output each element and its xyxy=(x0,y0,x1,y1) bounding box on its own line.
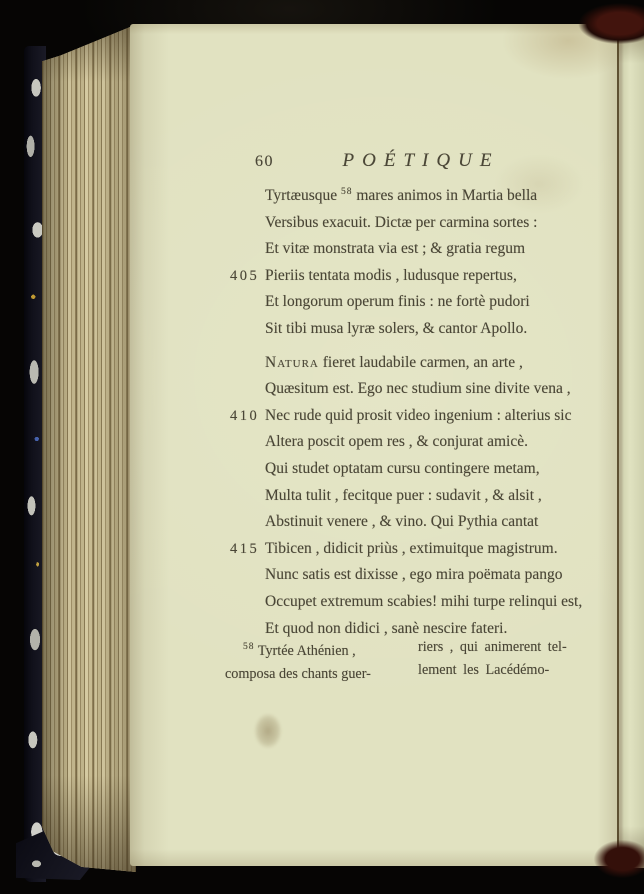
verse-line xyxy=(130,316,617,343)
verse-line-number: 415 xyxy=(230,540,260,557)
verse-line-number: 410 xyxy=(230,407,260,424)
running-title: POÉTIQUE xyxy=(342,150,500,171)
verse-text: Tibicen , didicit priùs , extimuitque magistrum. xyxy=(265,539,558,557)
verse-line xyxy=(130,350,617,377)
running-head xyxy=(130,150,617,176)
page-stain xyxy=(250,708,286,754)
binding-leather-top xyxy=(568,2,644,50)
verse-text: Natura fieret laudabile carmen, an arte , xyxy=(265,353,523,371)
verse-text: Nec rude quid prosit video ingenium : alterius sic xyxy=(265,406,572,424)
footnote-block xyxy=(225,636,597,685)
verse-line xyxy=(130,376,617,403)
binding-leather-bottom xyxy=(590,836,644,882)
verse-text: Et quod non didici , sanè nescire fateri. xyxy=(265,619,508,637)
verse-line xyxy=(130,429,617,456)
footnote-reference: 58 xyxy=(340,187,353,197)
verse-line xyxy=(130,509,617,536)
page-fore-edges xyxy=(42,22,136,878)
verse-text: Abstinuit venere , & vino. Qui Pythia cantat xyxy=(265,513,539,531)
verse-line xyxy=(130,562,617,589)
verse-text: Altera poscit opem res , & conjurat amicè. xyxy=(265,433,528,451)
verse-line xyxy=(130,483,617,510)
verse-line xyxy=(130,536,617,563)
verse-text: Nunc satis est dixisse , ego mira poëmata pango xyxy=(265,566,563,584)
verse-line xyxy=(130,179,617,210)
footnote-line: $^{58}$ Tyrtée Athénien , xyxy=(243,642,356,659)
verse-text: Pieriis tentata modis , ludusque repertus, xyxy=(265,266,517,284)
verse-text: Versibus exacuit. Dictæ per carmina sortes : xyxy=(265,213,538,231)
verse-block xyxy=(130,179,617,642)
footnote-line: composa des chants guer- xyxy=(225,665,371,682)
verse-line xyxy=(130,589,617,616)
verse-line xyxy=(130,456,617,483)
verse-text: Et vitæ monstrata via est ; & gratia regum xyxy=(265,240,525,258)
verse-line-number: 405 xyxy=(230,267,260,284)
verse-line xyxy=(130,289,617,316)
verse-text: Occupet extremum scabies! mihi turpe relinqui est, xyxy=(265,592,583,610)
verse-text: Et longorum operum finis : ne fortè pudori xyxy=(265,293,530,311)
footnote-line: lement les Lacédémo- xyxy=(418,661,550,678)
verse-text: Qui studet optatam cursu contingere metam, xyxy=(265,459,540,477)
verse-text: Quæsitum est. Ego nec studium sine divite vena , xyxy=(265,380,571,398)
footnote-column-right xyxy=(418,636,567,685)
verse-text: Tyrtæusque $^{58}$ mares animos in Martia bella xyxy=(265,187,538,204)
book-page xyxy=(130,24,617,866)
footnote-line: riers , qui animerent tel- xyxy=(418,639,567,655)
facing-page-gutter xyxy=(617,30,644,868)
verse-text: Multa tulit , fecitque puer : sudavit , & alsit , xyxy=(265,486,542,504)
verse-line xyxy=(130,236,617,263)
footnote-column-left xyxy=(225,636,418,685)
verse-line xyxy=(130,210,617,237)
footnote-marker: 58 xyxy=(243,642,255,652)
verse-line xyxy=(130,403,617,430)
verse-line xyxy=(130,263,617,290)
page-number: 60 xyxy=(255,153,274,170)
verse-text: Sit tibi musa lyræ solers, & cantor Apollo. xyxy=(265,319,528,337)
